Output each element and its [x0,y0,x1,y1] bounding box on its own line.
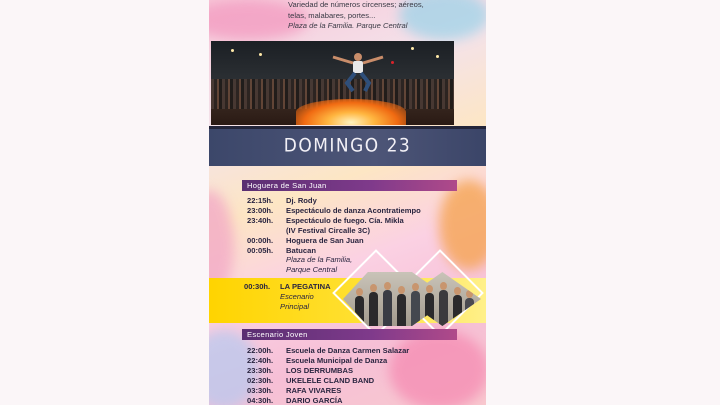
bonfire [296,99,406,125]
description-line: Variedad de números circenses; aéreos, [288,0,424,9]
venue-text: Parque Central [286,265,338,275]
time: 22:15h. [247,196,274,205]
act: Batucan [286,245,316,255]
time: 04:30h. [247,395,274,405]
schedule-row [247,236,421,246]
time: 02:30h. [247,375,274,385]
schedule-joven [247,346,409,405]
venue-text: Principal [280,302,310,311]
time: 23:00h. [247,205,274,215]
venue-text: Plaza de la Familia, [286,255,353,265]
time: 03:30h. [247,385,274,395]
time: 23:30h. [247,365,274,375]
schedule-row [247,366,409,376]
act: Hoguera de San Juan [286,235,364,245]
act: LA PEGATINA [280,282,331,291]
act: (IV Festival Circalle 3C) [286,225,370,235]
day-header [209,126,486,166]
act: Escuela de Danza Carmen Salazar [286,346,410,355]
venue-text: Plaza de la Familia. Parque Central [288,21,408,30]
jumping-person [323,51,393,96]
act: Espectáculo de fuego. Cía. Mikla [286,215,404,225]
schedule-row [247,346,409,356]
time: 22:00h. [247,346,274,355]
time: 00:05h. [247,245,274,255]
header-strip [209,126,486,129]
headliner [244,282,331,312]
festival-poster [209,0,486,405]
venue-text: Escenario [280,292,314,301]
description-line: telas, malabares, portes... [288,10,376,20]
time: 23:40h. [247,215,274,225]
section-bar-joven: Escenario Joven [242,329,457,340]
time: 00:00h. [247,235,274,245]
schedule-row [247,376,409,386]
act: UKELELE CLAND BAND [286,375,375,385]
bonfire-photo [211,41,454,125]
act: Espectáculo de danza Acontratiempo [286,205,421,215]
schedule-row [247,396,409,405]
schedule-row [247,226,421,236]
act: LOS DERRUMBAS [286,365,354,375]
time [247,226,286,236]
schedule-row [247,386,409,396]
circus-description [288,0,478,32]
time: 00:30h. [244,282,271,291]
act: Escuela Municipal de Danza [286,355,388,365]
schedule-row [247,206,421,216]
act: DARIO GARCÍA [286,395,343,405]
act: RAFA VIVARES [286,385,342,395]
time: 22:40h. [247,355,274,365]
schedule-row [247,196,421,206]
schedule-row [247,216,421,226]
day-title: DOMINGO 23 [283,135,412,157]
act: Dj. Rody [286,196,317,205]
section-bar-hoguera: Hoguera de San Juan [242,180,457,191]
schedule-row [247,356,409,366]
